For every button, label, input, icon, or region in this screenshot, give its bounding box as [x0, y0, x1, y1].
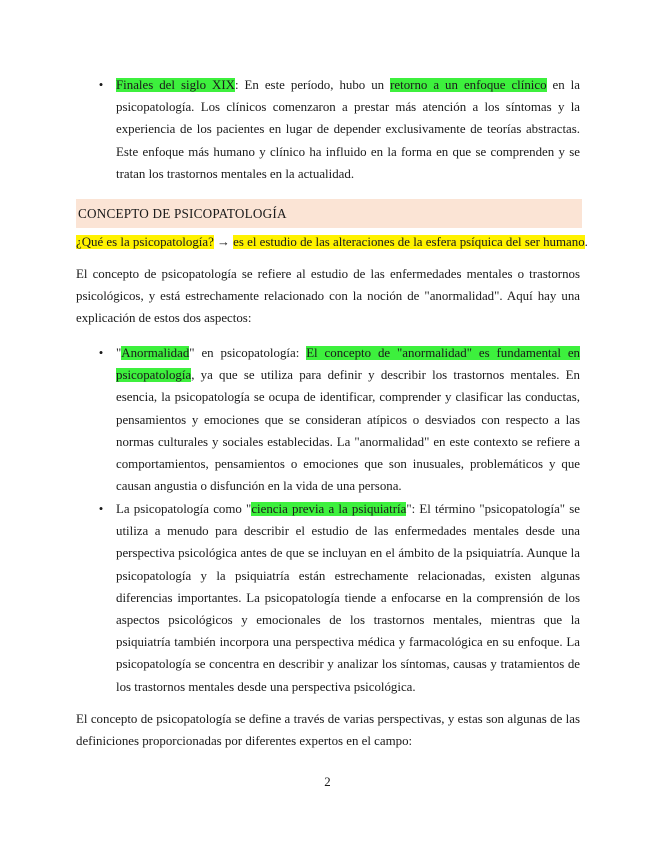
text-run: La psicopatología como " — [116, 502, 252, 516]
page-number: 2 — [324, 775, 331, 789]
bullet-marker: • — [98, 78, 104, 92]
text-run: " — [116, 346, 122, 360]
text-run: ": El término "psicopatología" se utiliza a menudo para describir el estudio de las enfermedades mentales desde una perspectiva psicológica antes de que se incluyan en el ámbito de la psiquiatría. Aunque la psicopatología y la psiquiatría están estrechamente relacionadas, existen algunas diferencias importantes. La psicopatología tiende a enfocarse en la comprensión de los aspectos psicológicos y emocionales de los trastornos mentales, mientras que la psiquiatría también incorpora una perspectiva médica y farmacológica en su enfoque. La psicopatología se concentra en describir y analizar los síntomas, causas y tratamientos de los trastornos mentales desde una perspectiva psicológica. — [116, 502, 581, 694]
text-run: en la psicopatología. Los clínicos comenzaron a prestar más atención a los síntomas y la experiencia de los pacientes en lugar de depender exclusivamente de teorías abstractas. Este enfoque más humano y clínico ha influido en la forma en que se comprenden y se tratan los trastornos mentales en la actualidad. — [116, 78, 580, 181]
intro-paragraph: El concepto de psicopatología se refiere al estudio de las enfermedades mentales o trastornos psicológicos, y está estrechamente relacionado con la noción de "anormalidad". Aquí hay una explicación de estos dos aspectos: — [76, 267, 580, 326]
bullet-marker: • — [98, 346, 104, 360]
highlight-sentence: El concepto de "anormalidad" es fundamental en psicopatología — [116, 346, 580, 383]
bullet-marker: • — [98, 502, 104, 516]
text-run: , ya que se utiliza para definir y describir los trastornos mentales. En esencia, la psicopatología se ocupa de identificar, comprender y clasificar las conductas, pensamientos y emociones que se consideran atípicos o desviados con respecto a las normas culturales y sociales establecidas. La "anormalidad" en este contexto se refiere a comportamientos, pensamientos o emociones que son inusuales, problemáticos y que causan angustia o disfunción en la vida de una persona. — [116, 368, 580, 494]
bullet-item-ciencia-previa — [98, 498, 581, 698]
highlight-phrase: retorno a un enfoque clínico — [390, 78, 547, 92]
highlight-phrase: ciencia previa a la psiquiatría — [251, 502, 407, 516]
definition-question — [76, 231, 588, 253]
arrow-icon: → — [213, 235, 234, 249]
highlight-word: Anormalidad — [121, 346, 190, 360]
answer-highlight: es el estudio de las alteraciones de la esfera psíquica del ser humano — [233, 235, 585, 249]
section-heading: CONCEPTO DE PSICOPATOLOGÍA — [76, 199, 582, 228]
highlight-title: Finales del siglo XIX — [116, 78, 235, 92]
text-run: " en psicopatología: — [189, 346, 307, 360]
bullet-item-finales-siglo-xix — [98, 74, 580, 185]
bullet-text — [116, 342, 580, 497]
bullet-text — [116, 498, 580, 698]
text-run: : En este período, hubo un — [234, 78, 391, 92]
question-highlight: ¿Qué es la psicopatología? — [76, 235, 214, 249]
closing-paragraph: El concepto de psicopatología se define a través de varias perspectivas, y estas son algunas de las definiciones proporcionadas por diferentes expertos en el campo: — [76, 712, 580, 749]
text-run: . — [584, 235, 588, 249]
bullet-item-anormalidad — [98, 342, 580, 497]
bullet-text — [116, 74, 580, 185]
